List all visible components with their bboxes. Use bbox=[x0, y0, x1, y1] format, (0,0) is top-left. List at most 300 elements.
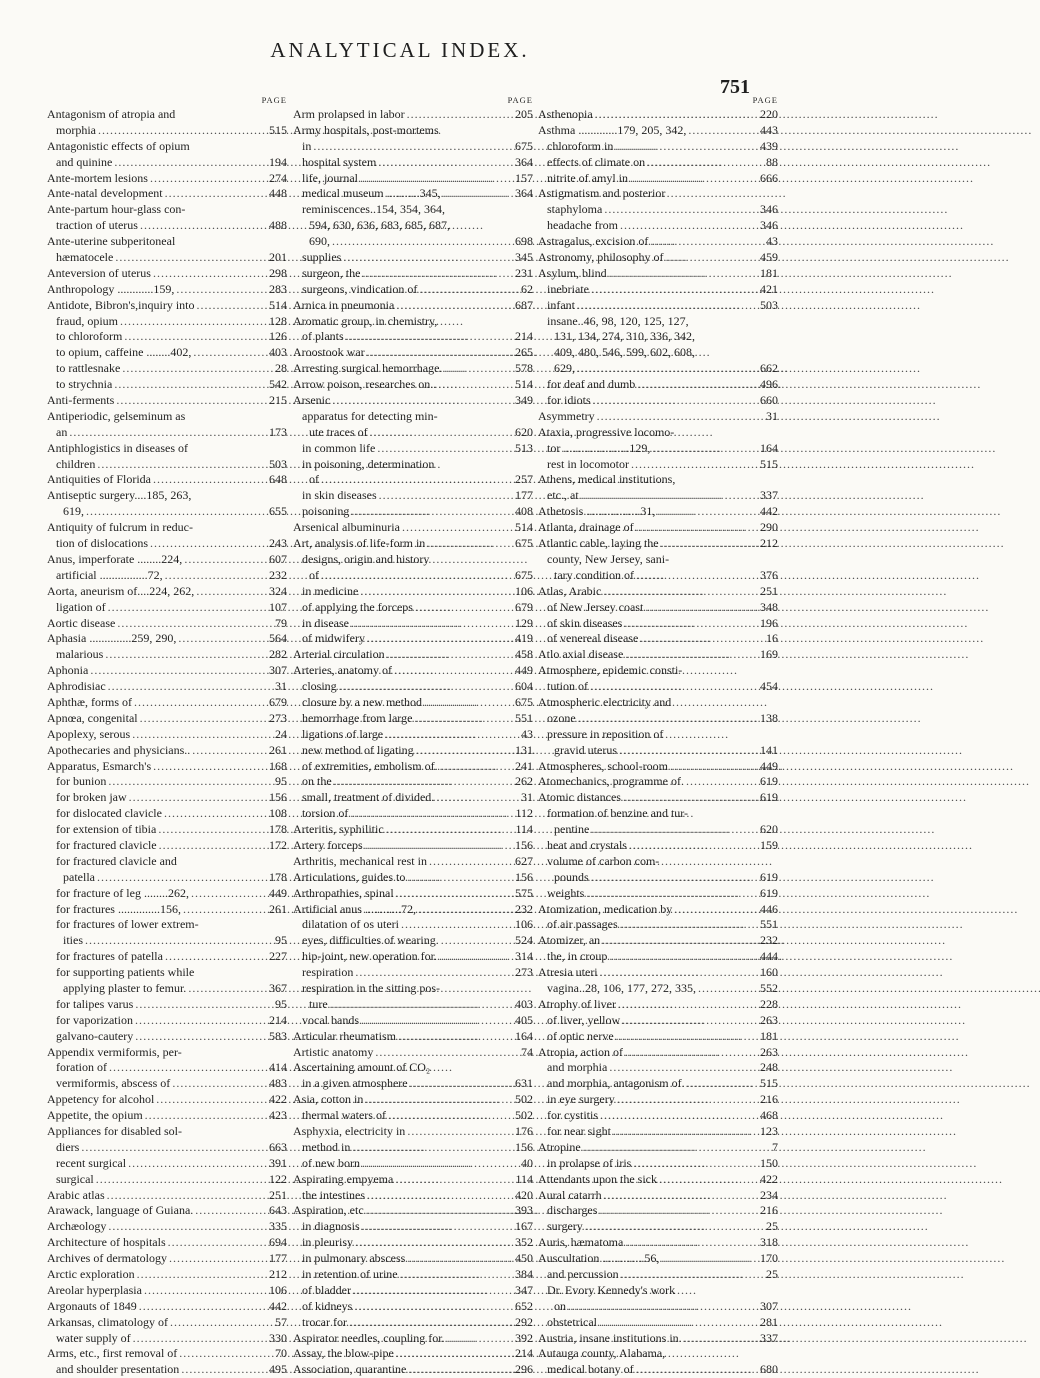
index-entry bbox=[293, 600, 533, 616]
entry-page: 349 bbox=[515, 393, 533, 408]
index-entry bbox=[538, 790, 778, 806]
entry-page: 515 bbox=[269, 122, 287, 137]
entry-text: gravid uterus bbox=[554, 742, 617, 757]
entry-text: ligations of large bbox=[302, 726, 384, 741]
index-entry bbox=[293, 504, 533, 520]
leader-dots bbox=[657, 1172, 760, 1188]
leader-dots bbox=[194, 584, 269, 600]
leader-dots bbox=[67, 425, 269, 441]
entry-page: 514 bbox=[515, 520, 533, 535]
entry-page: 95 bbox=[275, 774, 287, 789]
entry-page: 423 bbox=[269, 1108, 287, 1123]
leader-dots bbox=[607, 266, 760, 282]
index-entry bbox=[293, 679, 533, 695]
column-page-heading: PAGE bbox=[507, 95, 533, 105]
index-entry bbox=[538, 1092, 778, 1108]
running-head: ANALYTICAL INDEX. bbox=[270, 38, 530, 62]
entry-page: 298 bbox=[269, 265, 287, 280]
entry-text: medical museum ...........345, bbox=[302, 186, 441, 201]
entry-text: Astronomy, philosophy of bbox=[538, 250, 664, 265]
leader-dots bbox=[330, 234, 515, 250]
leader-dots bbox=[181, 902, 269, 918]
entry-list bbox=[538, 107, 778, 1378]
entry-text: artificial ................72, bbox=[56, 567, 163, 582]
index-entry bbox=[293, 1156, 533, 1172]
leader-dots bbox=[634, 1362, 760, 1378]
index-entry bbox=[293, 822, 533, 838]
leader-dots bbox=[416, 902, 515, 918]
entry-page: 205 bbox=[515, 107, 533, 121]
index-entry bbox=[538, 965, 778, 981]
leader-dots bbox=[629, 457, 760, 473]
entry-page: 346 bbox=[760, 218, 778, 233]
entry-page: 551 bbox=[515, 710, 533, 725]
leader-dots bbox=[96, 123, 269, 139]
entry-text: Artistic anatomy bbox=[293, 1044, 374, 1059]
index-entry bbox=[293, 393, 533, 409]
entry-page: 352 bbox=[515, 1235, 533, 1250]
entry-text: of New Jersey coast bbox=[547, 599, 644, 614]
index-entry bbox=[47, 266, 287, 282]
entry-page: 212 bbox=[269, 1267, 287, 1282]
entry-text: closure by a new method bbox=[302, 694, 422, 709]
entry-text: the intestines bbox=[302, 1187, 365, 1202]
index-entry bbox=[293, 409, 533, 425]
index-entry bbox=[47, 1283, 287, 1299]
entry-text: 409, 480, 546, 599, 602, 608, bbox=[554, 345, 695, 360]
leader-dots bbox=[349, 504, 515, 520]
index-entry bbox=[538, 1108, 778, 1124]
entry-page: 290 bbox=[760, 520, 778, 535]
entry-page: 7 bbox=[772, 1139, 778, 1154]
entry-text: Dr. Evory Kennedy's work bbox=[547, 1282, 676, 1297]
leader-dots bbox=[668, 759, 760, 775]
leader-dots bbox=[434, 790, 521, 806]
entry-text: Atlo axial disease bbox=[538, 647, 624, 662]
entry-page: 583 bbox=[269, 1028, 287, 1043]
entry-text: Atmosphere, epidemic consti- bbox=[538, 663, 683, 678]
entry-text: ligation of bbox=[56, 599, 106, 614]
entry-text: of extremities, embolism of. bbox=[302, 758, 438, 773]
entry-page: 273 bbox=[515, 965, 533, 980]
entry-text: Aphonia bbox=[47, 663, 89, 678]
entry-text: and shoulder presentation bbox=[56, 1362, 180, 1377]
entry-page: 169 bbox=[760, 647, 778, 662]
index-entry bbox=[538, 457, 778, 473]
leader-dots bbox=[163, 568, 269, 584]
entry-text: Arkansas, climatology of bbox=[47, 1314, 168, 1329]
index-entry bbox=[538, 171, 778, 187]
index-entry bbox=[293, 1315, 533, 1331]
index-entry bbox=[538, 1299, 778, 1315]
entry-page: 141 bbox=[760, 742, 778, 757]
leader-dots bbox=[349, 616, 515, 632]
leader-dots bbox=[686, 123, 760, 139]
entry-page: 172 bbox=[269, 837, 287, 852]
leader-dots bbox=[157, 838, 269, 854]
index-entry bbox=[293, 139, 533, 155]
index-entry bbox=[538, 234, 778, 250]
entry-text: vermiformis, abscess of bbox=[56, 1076, 171, 1091]
entry-page: 156 bbox=[515, 1139, 533, 1154]
index-entry bbox=[293, 711, 533, 727]
entry-page: 164 bbox=[515, 1028, 533, 1043]
entry-text: Antagonistic effects of opium bbox=[47, 138, 190, 153]
leader-dots bbox=[311, 139, 515, 155]
entry-text: for idiots bbox=[547, 393, 591, 408]
entry-text: Ante-partum hour-glass con- bbox=[47, 202, 186, 217]
leader-dots bbox=[575, 361, 760, 377]
entry-text: Asthenopia bbox=[538, 107, 593, 121]
entry-text: 594, 630, 636, 683, 685, 687, bbox=[309, 218, 450, 233]
leader-dots bbox=[113, 250, 269, 266]
index-entry bbox=[47, 123, 287, 139]
entry-page: 468 bbox=[760, 1108, 778, 1123]
entry-text: Areolar hyperplasia bbox=[47, 1282, 142, 1297]
index-entry bbox=[47, 981, 287, 997]
entry-text: Asylum, blind bbox=[538, 265, 607, 280]
leader-dots bbox=[186, 981, 269, 997]
entry-text: designs, origin and history bbox=[302, 551, 430, 566]
index-entry bbox=[538, 711, 778, 727]
index-entry bbox=[293, 695, 533, 711]
index-entry bbox=[293, 361, 533, 377]
entry-page: 164 bbox=[760, 440, 778, 455]
index-entry bbox=[47, 933, 287, 949]
index-entry bbox=[538, 933, 778, 949]
index-entry bbox=[47, 1267, 287, 1283]
entry-text: Asphyxia, electricity in bbox=[293, 1124, 406, 1138]
leader-dots bbox=[103, 647, 269, 663]
leader-dots bbox=[579, 488, 760, 504]
entry-text: and morphia bbox=[547, 1060, 608, 1075]
entry-page: 261 bbox=[269, 742, 287, 757]
entry-page: 108 bbox=[269, 806, 287, 821]
entry-page: 212 bbox=[760, 536, 778, 551]
index-entry bbox=[293, 1203, 533, 1219]
index-entry bbox=[47, 139, 287, 155]
index-entry bbox=[47, 186, 287, 202]
index-entry bbox=[293, 806, 533, 822]
leader-dots bbox=[393, 1172, 515, 1188]
leader-dots bbox=[363, 838, 515, 854]
leader-dots bbox=[685, 1076, 760, 1092]
entry-text: Atmospheric electricity and bbox=[538, 694, 672, 709]
leader-dots bbox=[598, 965, 760, 981]
index-entry bbox=[538, 155, 778, 171]
entry-text: Arteritis, syphilitic bbox=[293, 822, 384, 837]
entry-text: weights bbox=[547, 885, 585, 900]
entry-text: Apothecaries and physicians.. bbox=[47, 742, 191, 757]
leader-dots bbox=[319, 472, 515, 488]
index-entry bbox=[47, 441, 287, 457]
leader-dots bbox=[607, 1060, 760, 1076]
entry-text: in pulmonary abscess bbox=[302, 1251, 406, 1266]
index-entry bbox=[47, 949, 287, 965]
leader-dots bbox=[602, 1188, 760, 1204]
leader-dots bbox=[634, 520, 760, 536]
entry-page: 156 bbox=[515, 869, 533, 884]
index-entry bbox=[538, 472, 778, 488]
entry-text: Arms, etc., first removal of bbox=[47, 1346, 178, 1361]
leader-dots bbox=[623, 1045, 760, 1061]
entry-page: 57 bbox=[275, 1314, 287, 1329]
index-entry bbox=[293, 1346, 533, 1362]
entry-page: 215 bbox=[269, 393, 287, 408]
entry-text: Art, analysis of life-form in bbox=[293, 536, 426, 551]
index-entry bbox=[293, 838, 533, 854]
index-entry bbox=[293, 568, 533, 584]
entry-text: Aromatic group, in chemistry, bbox=[293, 313, 438, 328]
entry-text: Auris, hæmatoma bbox=[538, 1235, 624, 1250]
index-entry bbox=[538, 647, 778, 663]
index-entry bbox=[293, 155, 533, 171]
entry-text: Articular rheumatism bbox=[293, 1028, 396, 1043]
index-entry bbox=[293, 1124, 533, 1140]
leader-dots bbox=[427, 854, 515, 870]
index-entry bbox=[293, 1045, 533, 1061]
entry-text: ities bbox=[63, 933, 83, 948]
index-entry bbox=[538, 1346, 778, 1362]
index-entry bbox=[293, 1331, 533, 1347]
entry-page: 40 bbox=[521, 1155, 533, 1170]
index-entry bbox=[538, 488, 778, 504]
leader-dots bbox=[332, 774, 515, 790]
entry-page: 419 bbox=[515, 631, 533, 646]
leader-dots bbox=[584, 886, 760, 902]
entry-page: 449 bbox=[515, 663, 533, 678]
index-entry bbox=[538, 329, 778, 345]
index-entry bbox=[47, 1156, 287, 1172]
index-entry bbox=[538, 1076, 778, 1092]
index-entry bbox=[293, 981, 533, 997]
entry-text: Aroostook war bbox=[293, 345, 365, 360]
entry-text: of bbox=[309, 472, 319, 487]
leader-dots bbox=[151, 759, 269, 775]
entry-page: 214 bbox=[515, 1346, 533, 1361]
entry-page: 62 bbox=[521, 281, 533, 296]
entry-text: pentine bbox=[554, 822, 590, 837]
entry-text: Appetency for alcohol bbox=[47, 1092, 155, 1107]
leader-dots bbox=[133, 997, 275, 1013]
leader-dots bbox=[353, 965, 515, 981]
entry-text: Aorta, aneurism of....224, 262, bbox=[47, 583, 195, 598]
leader-dots bbox=[138, 711, 269, 727]
leader-dots bbox=[130, 727, 275, 743]
column-page-heading: PAGE bbox=[752, 95, 778, 105]
index-entry bbox=[293, 616, 533, 632]
entry-text: of bladder bbox=[302, 1282, 351, 1297]
entry-text: insane..46, 98, 120, 125, 127, bbox=[547, 313, 689, 328]
entry-text: Appetite, the opium bbox=[47, 1108, 143, 1123]
leader-dots bbox=[589, 870, 760, 886]
index-entry bbox=[47, 600, 287, 616]
entry-text: in skin diseases bbox=[302, 488, 377, 503]
leader-dots bbox=[613, 139, 760, 155]
entry-text: for bunion bbox=[56, 774, 107, 789]
index-column-3 bbox=[538, 93, 778, 1378]
entry-page: 106 bbox=[515, 917, 533, 932]
entry-text: 131, 134, 274, 310, 336, 342, bbox=[554, 329, 695, 344]
index-entry bbox=[538, 902, 778, 918]
index-entry bbox=[538, 218, 778, 234]
entry-text: Atropine bbox=[538, 1139, 581, 1154]
index-entry bbox=[293, 790, 533, 806]
index-entry bbox=[293, 1251, 533, 1267]
entry-page: 261 bbox=[269, 901, 287, 916]
leader-dots bbox=[617, 743, 760, 759]
entry-text: Atomechanics, programme of. bbox=[538, 774, 684, 789]
leader-dots bbox=[358, 584, 515, 600]
entry-page: 346 bbox=[760, 202, 778, 217]
entry-page: 307 bbox=[269, 663, 287, 678]
index-entry bbox=[538, 1203, 778, 1219]
index-entry bbox=[538, 917, 778, 933]
leader-dots bbox=[350, 1140, 515, 1156]
index-entry bbox=[47, 647, 287, 663]
entry-page: 106 bbox=[515, 583, 533, 598]
leader-dots bbox=[396, 1029, 515, 1045]
leader-dots bbox=[623, 1235, 760, 1251]
entry-text: morphia bbox=[56, 122, 96, 137]
leader-dots bbox=[360, 266, 515, 282]
leader-dots bbox=[348, 806, 515, 822]
entry-text: Argonauts of 1849 bbox=[47, 1298, 137, 1313]
entry-text: Arresting surgical hemorrhage. bbox=[293, 361, 443, 376]
entry-page: 515 bbox=[760, 456, 778, 471]
entry-page: 251 bbox=[269, 1187, 287, 1202]
leader-dots bbox=[132, 695, 269, 711]
leader-dots bbox=[414, 743, 515, 759]
leader-dots bbox=[168, 1315, 275, 1331]
entry-text: respiration in the sitting pos- bbox=[302, 980, 440, 995]
entry-page: 496 bbox=[760, 377, 778, 392]
entry-page: 282 bbox=[269, 647, 287, 662]
leader-dots bbox=[330, 393, 515, 409]
entry-text: for fractures of lower extrem- bbox=[56, 917, 199, 932]
entry-text: of bbox=[309, 567, 319, 582]
index-entry bbox=[47, 790, 287, 806]
entry-text: Antiquity of fulcrum in reduc- bbox=[47, 520, 193, 535]
index-entry bbox=[293, 536, 533, 552]
entry-page: 232 bbox=[269, 567, 287, 582]
entry-text: of new born bbox=[302, 1155, 360, 1170]
entry-text: Atomic distances bbox=[538, 790, 621, 805]
index-entry bbox=[538, 838, 778, 854]
entry-page: 262 bbox=[515, 774, 533, 789]
leader-dots bbox=[163, 186, 269, 202]
entry-text: chloroform in bbox=[547, 138, 614, 153]
index-entry bbox=[47, 1299, 287, 1315]
index-entry bbox=[293, 584, 533, 600]
entry-text: discharges bbox=[547, 1203, 598, 1218]
index-entry bbox=[47, 361, 287, 377]
index-entry bbox=[538, 631, 778, 647]
leader-dots bbox=[115, 616, 275, 632]
leader-dots bbox=[84, 504, 269, 520]
leader-dots bbox=[618, 917, 760, 933]
index-entry bbox=[293, 107, 533, 123]
entry-page: 449 bbox=[269, 885, 287, 900]
entry-page: 420 bbox=[515, 1187, 533, 1202]
entry-page: 43 bbox=[521, 726, 533, 741]
leader-dots bbox=[621, 790, 760, 806]
entry-page: 514 bbox=[269, 297, 287, 312]
index-entry bbox=[538, 1362, 778, 1378]
entry-page: 444 bbox=[760, 949, 778, 964]
entry-text: staphyloma bbox=[547, 202, 603, 217]
entry-text: county, New Jersey, sani- bbox=[547, 551, 670, 566]
entry-text: of optic nerve bbox=[547, 1028, 614, 1043]
entry-page: 680 bbox=[760, 1362, 778, 1377]
index-entry bbox=[47, 743, 287, 759]
entry-text: tor ......................129, bbox=[547, 440, 651, 455]
entry-page: 178 bbox=[269, 822, 287, 837]
entry-text: Appendix vermiformis, per- bbox=[47, 1044, 182, 1059]
entry-text: Artery forceps bbox=[293, 837, 363, 852]
leader-dots bbox=[79, 1140, 269, 1156]
entry-page: 106 bbox=[269, 1282, 287, 1297]
entry-page: 503 bbox=[269, 456, 287, 471]
index-entry bbox=[47, 1076, 287, 1092]
leader-dots bbox=[162, 806, 269, 822]
entry-text: Archives of dermatology bbox=[47, 1251, 167, 1266]
entry-page: 263 bbox=[760, 1044, 778, 1059]
index-entry bbox=[47, 1315, 287, 1331]
entry-page: 620 bbox=[760, 822, 778, 837]
leader-dots bbox=[400, 520, 515, 536]
leader-dots bbox=[176, 631, 269, 647]
entry-text: Arctic exploration bbox=[47, 1267, 135, 1282]
entry-text: pounds bbox=[554, 869, 589, 884]
leader-dots bbox=[682, 1331, 760, 1347]
index-entry bbox=[538, 695, 778, 711]
entry-page: 178 bbox=[269, 869, 287, 884]
leader-dots bbox=[177, 1346, 275, 1362]
leader-dots bbox=[638, 631, 766, 647]
entry-page: 364 bbox=[515, 154, 533, 169]
index-entry bbox=[47, 774, 287, 790]
index-entry bbox=[293, 123, 533, 139]
entry-page: 660 bbox=[760, 393, 778, 408]
entry-page: 114 bbox=[515, 1171, 533, 1186]
leader-dots bbox=[191, 345, 269, 361]
index-entry bbox=[47, 155, 287, 171]
index-entry bbox=[47, 234, 287, 250]
entry-page: 216 bbox=[760, 1203, 778, 1218]
entry-page: 177 bbox=[269, 1251, 287, 1266]
leader-dots bbox=[360, 1219, 515, 1235]
entry-page: 488 bbox=[269, 218, 287, 233]
leader-dots bbox=[133, 1029, 269, 1045]
leader-dots bbox=[137, 1299, 269, 1315]
entry-text: of applying the forceps bbox=[302, 599, 413, 614]
index-entry bbox=[293, 933, 533, 949]
index-entry bbox=[293, 1140, 533, 1156]
leader-dots bbox=[118, 314, 269, 330]
entry-text: on the bbox=[302, 774, 332, 789]
index-entry bbox=[293, 647, 533, 663]
entry-text: hæmatocele bbox=[56, 250, 114, 265]
index-entry bbox=[293, 1108, 533, 1124]
index-entry bbox=[293, 965, 533, 981]
entry-text: recent surgical bbox=[56, 1155, 127, 1170]
leader-dots bbox=[154, 1092, 269, 1108]
entry-text: headache from bbox=[547, 218, 618, 233]
leader-dots bbox=[615, 1092, 760, 1108]
leader-dots bbox=[373, 1045, 521, 1061]
entry-page: 422 bbox=[269, 1092, 287, 1107]
